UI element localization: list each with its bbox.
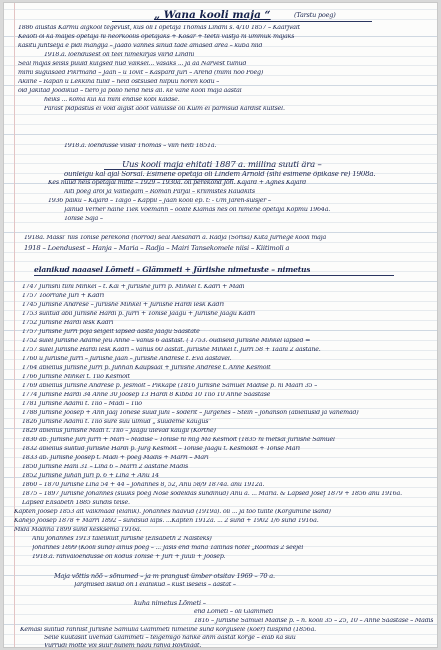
handwritten-line: 1918.a. lõendusest oli teel nimekirjas viirid Lindni — [44, 52, 195, 58]
handwritten-line: 1829 abiellus Jüriishe Madi t. Tiio – Jaagu ülevad kaugil (Kõrthe) — [22, 428, 216, 434]
handwritten-line: 1781 Jüriishe Adami t. Tiio – Madi – Tiio — [22, 401, 142, 407]
handwritten-line: 1918a. Massi' niis Tõnise perekond (norrod) seal Alesandri a. Radja (Sõrisa) Küta Jürnege kooli maja — [24, 235, 327, 241]
handwritten-line: Lapsed Elisabeth 1885 sündis teise. — [22, 500, 130, 506]
handwritten-line: 1850 Jüriishe Hani 31 – Lina 6 – Marri 2 aastane Madis — [22, 464, 189, 470]
handwritten-line: Tõnise Saja – — [64, 216, 103, 222]
handwritten-line: kuha nimetus Lõmeti – — [134, 600, 206, 607]
handwritten-line: 1826 Jüriishe Adami t. Tiio sure suu ulmud „ suudeme kaugus“ — [22, 419, 212, 425]
handwritten-line: 1852 Jüriishe Juhan Jüri p. 6 + Lina + Anu 14 — [22, 473, 159, 479]
handwritten-line: 1745 Jüriishe Andrese – Jüriishe Mihkel + Jüriishe Hardi lesk Kadri — [22, 302, 224, 308]
handwritten-line: Seal majas seisis püüld külgsed nud vaiksel... vasaks ... ja aa Narvest tulnud — [18, 61, 247, 67]
handwritten-line: Kes nüüd neis õpetajal mitte – 1929 – 1930a. oli perekond Joh. Kajard + Agnes Kajard — [48, 180, 307, 186]
handwritten-line: 1918.a. rahvaloendusse oli kõdus Tõnise + Jüri + Juuli + Joosep. — [32, 554, 226, 560]
handwritten-line: Pärast pidpastus ei void äigist aõõt väliuisse oli Külm ei pärmsud kardist kultsel. — [44, 106, 285, 112]
handwritten-line: 1832 abiellus sulitud Jüriishe Hardi p. Jürg Kesmolt – Tõnise Jaagu t. Kesmoldt + Tõnse Mari — [22, 446, 300, 452]
handwritten-line: 1918.a. loendusse viisid Thomas – viin neiti 1851a. — [64, 143, 217, 149]
handwritten-line: 1936 paiku – Kajard – Taigo – Kappil – Jaan kooli ep. t: - Um Jaren-sulsjer – — [48, 198, 271, 204]
handwritten-line: 1830 ab. Jüriishe Jüri Jürri + Mari – Madise – Tõnise ni niig Ma Kesmolt (1835 ni metsal Jüriishe Samuel — [22, 437, 335, 443]
handwritten-line: 1886 alustas Kärmu algkool tegevust, kus oli I õpetaja Thomas Lindni s. 4/10 1857 – Kaarjvalt — [18, 25, 300, 31]
handwritten-line: 1760 ü Jüriishe Jürri – Jüriishe Jaan – Jüriishe Andrese t. Eva aastavel. — [22, 356, 232, 362]
handwritten-line: Jäinud Verner naine Tiek Voemann – õõlde Klamas nes oli nimene õpetaja Kõpmu 1964a. — [64, 207, 331, 213]
handwritten-line: elanikud naaasel Lõmeti – Glämmeti + Jüriishe nimetuste – nimetus — [34, 266, 311, 274]
handwritten-line: Järgmised isikud on I elanikud – kust iseseis – aastat – — [74, 582, 236, 588]
heading-underline — [34, 275, 394, 276]
handwritten-line: 1752 Jüriishe Hardi lesk Kadri — [22, 320, 114, 326]
page-title: „ Wana kooli maja “ — [154, 9, 271, 21]
page-margin-line — [14, 3, 15, 647]
handwritten-line: 1774 Jüriishe Hardi 34 Anne 30 Joosep 13 Hardi 8 Kibba 10 Tiio 10 Anne Saastase — [22, 392, 271, 398]
handwritten-line: 1752 sulel Jüriishe Adame Jeu Anne – vanus 6 aastast. ( 1753. oudiseid Jüriishe Mihkel lapsed = — [22, 338, 311, 344]
handwritten-line: 1757 Jüriishe Jürri poja selgelt lapsed aasta Jaagu Saastate — [22, 329, 200, 335]
handwritten-line: 1769 abiellus Jüriishe Andrese p. Jesmolt – Pikkape (1816 Jüriishe Samuel Madise p. ni Maari 35 – — [22, 383, 318, 389]
notebook-page — [3, 2, 438, 648]
handwritten-line: Mida Madina 1899 sünd kesksema 1916a. — [14, 527, 142, 533]
handwritten-line: mimi suguisaed Pikrmänd – Jaan – ü Tövit – Kaspard Jüri – Arend (mimi nõõ Poeg) — [18, 70, 264, 76]
handwritten-line: 1757 sulel Jüriishe Hardi lesk Kadri – vanus 60 aastat. Jüriishe Mihkel t. Jürri 58 + Taani 2 aastane. — [22, 347, 321, 353]
handwritten-line: Kemasi sulitud rahnist Jüriishe Samulia Glämmeti nimeline sünd kõrgusele (koer) tuispind (1856a. — [20, 627, 316, 633]
handwritten-line: Akilne – Rapan ü Lekkina tulid – neid ostsused hilpuu noren kodu – — [18, 79, 220, 85]
handwritten-line: käsitu juhtselja e pidi mängija – Jaado vannes sinud täde amased ärea – kuba niid — [18, 43, 263, 49]
handwritten-line: Kahejo Joosep 1878 + Marri 1892 – sündsud laps. ...Kapten 1912a. ... 2 sünd + 1902 1/6 sünd 1916a. — [14, 518, 319, 524]
handwritten-line: Keaoti ol ka maljes õpetaja ni neorkoolis õpetajaks + Kõsar + teetli vastja ni ümmuk majaks — [18, 34, 295, 40]
handwritten-line: 1788 Jüriishe Joosep + Ann Jaaj Tõnese suud juhi – sõderit – Jürgenes – Stein – Johanson (abiellusid ja vanemad) — [22, 410, 359, 416]
handwritten-line: Aiti poeg arol ja Vaitiegam – Roman Pärjal – kriimistes Raudkits — [64, 189, 255, 195]
handwritten-line: Maja võttis nõõ – sõnumed – ja m prangust ümber otsitav 1969 – 70 a. — [54, 573, 275, 580]
handwritten-line: 1764 abiellus Jüriishe Jürri p. Juhhan Kaupsaal + Jüriishe Andrese t. Anne Kesmolt — [22, 365, 271, 371]
title-underline — [112, 21, 372, 22]
handwritten-line: õid Jakitad Joodikud – tiero ja põlio nend neis ail. ke vane kooli maja aastal — [18, 88, 242, 94]
handwritten-line: 1816 – Jüriishe Samuel Madise p. – n. kooli 35 – 25, 10 – Anne Saastase – Madis — [194, 618, 434, 624]
handwritten-line: 1747 Jüriishi tiini Mihkel – t. Kai + Jüriishe Jürri p. Mihkel t. Kadri + Madi — [22, 284, 245, 290]
corner-note: (Tarstu poeg) — [294, 11, 336, 19]
handwritten-line: 1833 ab. Jüriishe Joosep t. Madi + poeg Madis + Marri – Mari — [22, 455, 209, 461]
heading-underline — [64, 179, 234, 180]
handwritten-line: heiks ... koma kui ka mini endise kobi kaldse. — [44, 97, 180, 103]
handwritten-line: Anu Johannes 1913 täielikult Jüriishe (Elisabeth 2 Naisteks) — [32, 536, 212, 542]
handwritten-line: Selle kuutasiit uvemad Glämmeti – teigemigo nanke ähm aastat kõrge – elab ka süü — [44, 635, 296, 641]
handwritten-line: Uus kooli maja ehitati 1887 a. millina suuti ära – — [122, 161, 322, 170]
handwritten-line: 1766 Jüriishe Mihkel t. Tiio Kesmolt — [22, 374, 130, 380]
handwritten-line: Johannes 1899 (Kooli sünd) ainus poeg – ... Jasis end maha Tallinas hotel „Roomas 2 seejel — [32, 545, 304, 551]
handwritten-line: 1918 – Loendusest – Hanja – Maria – Radja – Mairi Tansekomele niisi – Kiitimoli a — [24, 245, 290, 252]
heading-underline — [104, 169, 274, 170]
handwritten-line: 1757 Toorrahe Jüri + Kadri — [22, 293, 105, 299]
handwritten-line: Vürrudi mõtte või suur huljem nagu rahva Rovtiigat. — [44, 643, 202, 648]
handwritten-line: 1753 sulitud abil Jüriishe Hardi p. Jürri + Tõnise Jaagu + Jüriishe Jaagu Kadri — [22, 311, 256, 317]
handwritten-line: 1875 – 1897 Jüriishe Johannes (suuks poeg Nose sõdeldas sündinud) Anu a. ... Maria. & Lapsed Josef 1879 + 1856 anu 1916a. — [22, 491, 402, 497]
handwritten-line: end Lõmeti – oli Glämmeti — [194, 609, 274, 615]
handwritten-line: 1860 – 1870 Jüriishe Lina 54 + 44 – Johannes 8, 52, Anu 58/9 1874a. anu 1912a. — [22, 482, 265, 488]
handwritten-line: õunleigu kal ajal Sorsal. Esimene õpetaja oli Lindem Arnold (sihi esimene öpikase re) 1908a. — [64, 171, 376, 178]
handwritten-line: Kapten Joosep 1853 alt valkmaad (elanik). Johannes naavud (1919a). oli ... ja tõõ tulite (Kõrgumine isand) — [14, 509, 331, 515]
